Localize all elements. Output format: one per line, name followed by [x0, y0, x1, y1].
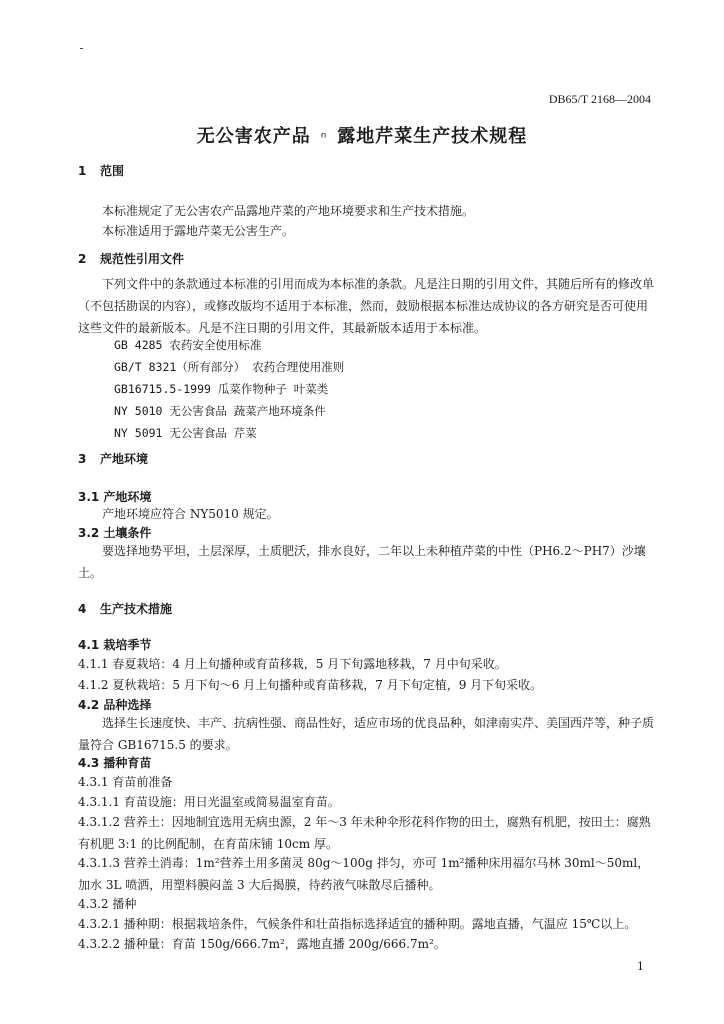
section-4-3-2-1: 4.3.2.1 播种期：根据栽培条件，气候条件和壮苗指标选择适宜的播种期。露地直播，气温应 15℃以上。: [78, 917, 637, 931]
scan-speck: [80, 48, 83, 49]
section-4-3-1-1: 4.3.1.1 育苗设施：用日光温室或简易温室育苗。: [78, 795, 340, 809]
section-4-2-heading: 4.2 品种选择: [78, 698, 152, 712]
section-4-3-1: 4.3.1 育苗前准备: [78, 775, 173, 789]
section-4-3-1-2: 4.3.1.2 营养土：因地制宜选用无病虫源，2 年～3 年未种伞形花科作物的田土，腐熟有机肥，按田土：腐熟有机肥 3:1 的比例配制，在育苗床铺 10cm 厚。: [78, 815, 651, 851]
reference-item: NY 5010 无公害食品 蔬菜产地环境条件: [114, 404, 326, 418]
section-4-1-2: 4.1.2 夏秋栽培：5 月下旬～6 月上旬播种或育苗移栽，7 月下旬定植，9 月下旬采收。: [78, 678, 543, 692]
reference-item: GB/T 8321（所有部分） 农药合理使用准则: [114, 360, 345, 374]
section-1-para-1: 本标准规定了无公害农产品露地芹菜的产地环境要求和生产技术措施。: [102, 204, 475, 218]
section-3-heading: 3 产地环境: [78, 452, 149, 466]
section-2-para-1: 下列文件中的条款通过本标准的引用而成为本标准的条款。凡是注日期的引用文件，其随后所有的修改单（不包括勘误的内容），或修改版均不适用于本标准，然而，鼓励根据本标准达成协议的各方研究是否可使用这些文件的最新版本。凡是不注日期的引用文件，其最新版本适用于本标准。: [78, 277, 655, 335]
section-4-heading: 4 生产技术措施: [78, 602, 173, 616]
section-3-2-para: 要选择地势平坦，土层深厚，土质肥沃，排水良好，二年以上未种植芹菜的中性（PH6.2～PH7）沙壤土。: [78, 544, 646, 580]
section-3-2-heading: 3.2 土壤条件: [78, 526, 152, 540]
section-3-1-heading: 3.1 产地环境: [78, 490, 152, 504]
reference-list: [78, 334, 658, 444]
section-3-1-para: 产地环境应符合 NY5010 规定。: [102, 507, 279, 521]
reference-item: GB16715.5-1999 瓜菜作物种子 叶菜类: [114, 382, 329, 396]
section-1-para-2: 本标准适用于露地芹菜无公害生产。: [102, 224, 295, 238]
section-4-3-2: 4.3.2 播种: [78, 897, 137, 911]
standard-code: DB65/T 2168—2004: [548, 92, 651, 106]
title-mark: ⁿ: [320, 130, 328, 146]
section-4-3-heading: 4.3 播种育苗: [78, 756, 152, 770]
section-4-3-2-2: 4.3.2.2 播种量：育苗 150g/666.7m²，露地直播 200g/666.7m²。: [78, 937, 446, 951]
reference-item: NY 5091 无公害食品 芹菜: [114, 426, 257, 440]
section-1-heading: 1 范围: [78, 164, 125, 178]
section-4-1-1: 4.1.1 春夏栽培：4 月上旬播种或育苗移栽，5 月下旬露地移栽，7 月中旬采收。: [78, 657, 507, 671]
section-2-heading: 2 规范性引用文件: [78, 252, 185, 266]
title-right: 露地芹菜生产技术规程: [337, 126, 528, 147]
section-4-3-1-3: 4.3.1.3 营养土消毒：1m²营养土用多菌灵 80g～100g 拌匀，亦可 1m²播种床用福尔马林 30ml～50ml，加水 3L 喷洒，用塑料膜闷盖 3 大后揭膜，待药液气味散尽后播种。: [78, 856, 650, 892]
section-4-1-heading: 4.1 栽培季节: [78, 638, 152, 652]
title-left: 无公害农产品: [196, 126, 311, 147]
section-4-2-para: 选择生长速度快、丰产、抗病性强、商品性好，适应市场的优良品种，如津南实芹、美国西芹等，种子质量符合 GB16715.5 的要求。: [78, 716, 655, 752]
reference-item: GB 4285 农药安全使用标准: [114, 338, 262, 352]
page-number: 1: [637, 960, 644, 973]
document-title: [0, 122, 724, 148]
